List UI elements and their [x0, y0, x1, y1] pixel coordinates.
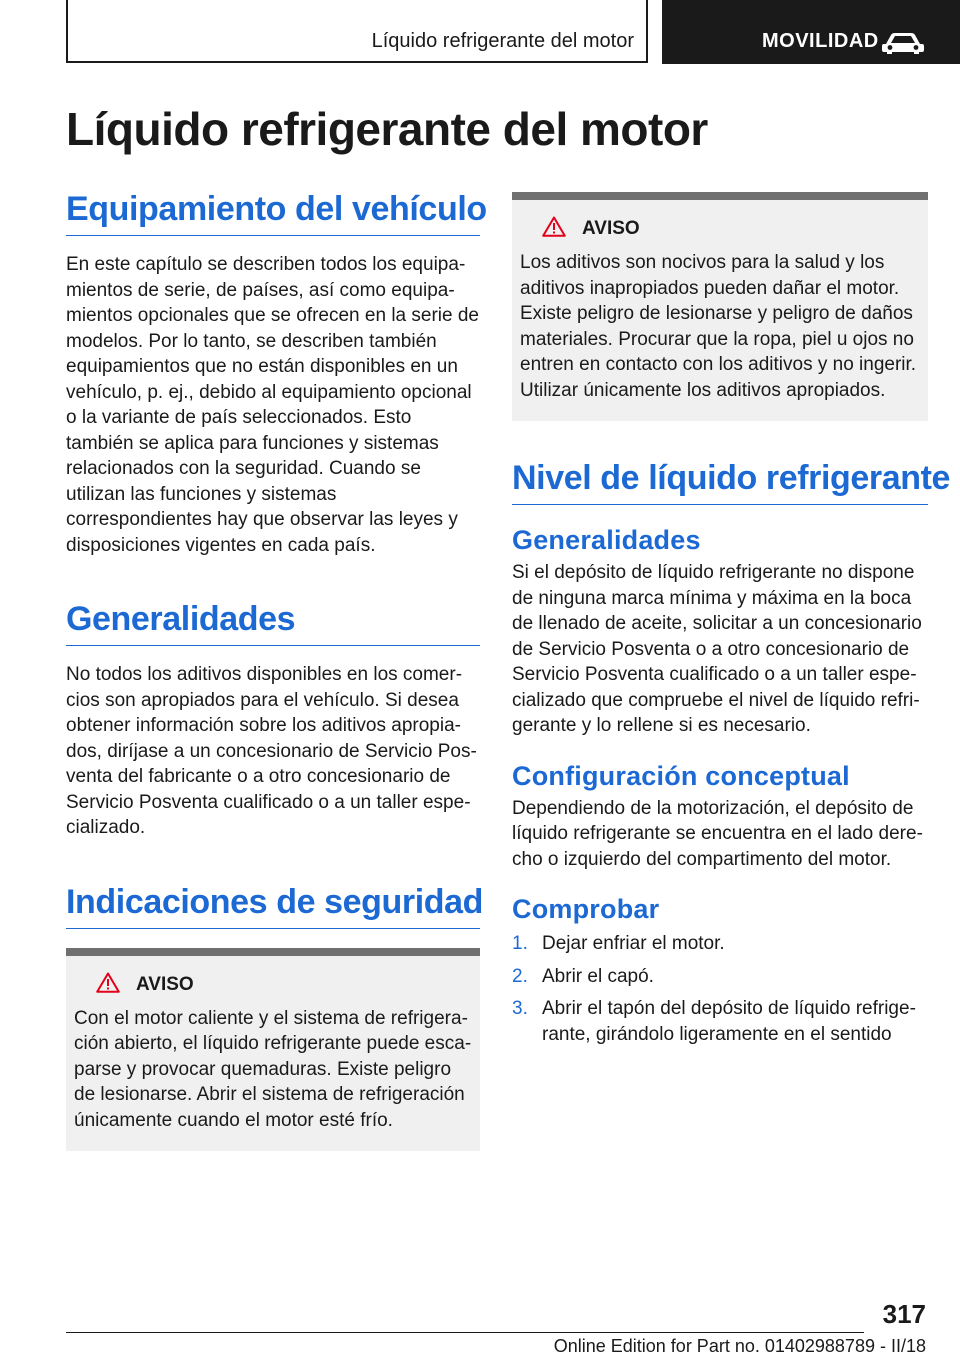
left-column	[66, 190, 487, 1151]
coolant-level-heading: Nivel de líquido refrigerante	[512, 459, 928, 505]
footer-edition: Online Edition for Part no. 01402988789 - II/18	[553, 1336, 926, 1356]
check-heading: Comprobar	[512, 894, 660, 924]
general-text: No todos los aditivos disponibles en los comercios son apropiados para el vehículo. Si desea obtener información sobre los aditivos apropiados, diríjase a un concesionario de Servicio Posventa del fabricante o a otro concesionario de Servicio Posventa cualificado o a un taller especializado.	[66, 664, 477, 838]
additives-warning-box	[512, 192, 928, 421]
warning-triangle-icon	[96, 972, 120, 998]
additives-warning-title: AVISO	[582, 218, 640, 239]
concept-heading: Configuración conceptual	[512, 760, 850, 791]
chapter-tab-label: MOVILIDAD	[762, 30, 879, 52]
step-text: Abrir el capó.	[542, 965, 654, 987]
step-text: Abrir el tapón del depósito de líquido refrigerante, girándolo ligeramente en el sentido	[542, 998, 916, 1045]
right-column	[512, 192, 951, 1054]
running-header	[66, 0, 648, 63]
list-item	[512, 931, 928, 957]
footer-divider	[66, 1332, 864, 1333]
equipment-text: En este capítulo se describen todos los equipamientos de serie, de países, así como equipamientos opcionales que se ofrecen en la serie de modelos. Por lo tanto, se describen también equipamientos que no están disponibles en un vehículo, p. ej., debido al equipamiento opcional o la variante de país seleccionados. Esto también se aplica para funciones y sistemas relacionados con la seguridad. Cuando se utilizan las funciones y sistemas correspondientes hay que observar las leyes y disposiciones vigentes en cada país.	[66, 254, 479, 556]
concept-text: Dependiendo de la motorización, el depósito de líquido refrigerante se encuentra en el lado derecho o izquierdo del compartimento del motor.	[512, 797, 923, 870]
level-general-text: Si el depósito de líquido refrigerante no dispone de ninguna marca mínima y máxima en la boca de llenado de aceite, solicitar a un concesionario de Servicio Posventa o a otro concesionario de Servicio Posventa cualificado o a un taller especializado que compruebe el nivel de líquido refrigerante y lo rellene si es necesario.	[512, 562, 922, 736]
step-number: 2.	[512, 965, 528, 987]
page-title: Líquido refrigerante del motor	[66, 103, 708, 155]
safety-warning-box	[66, 948, 480, 1152]
running-header-title: Líquido refrigerante del motor	[371, 30, 634, 52]
step-number: 1.	[512, 933, 528, 954]
list-item	[512, 964, 928, 990]
page-number: 317	[882, 1299, 926, 1329]
additives-warning-text: Los aditivos son nocivos para la salud y los aditivos inapropiados pueden dañar el motor. Existe peligro de lesionarse y peligro de daños materiales. Procurar que la ropa, piel u ojos no entren en contacto con los aditivos y no ingerir. Utilizar únicamente los aditivos apropiados.	[520, 252, 917, 401]
list-item	[512, 996, 928, 1047]
level-general-heading: Generalidades	[512, 525, 701, 555]
car-icon	[880, 30, 926, 59]
warning-triangle-icon	[542, 216, 566, 242]
safety-warning-title: AVISO	[136, 973, 194, 995]
equipment-heading: Equipamiento del vehículo	[66, 190, 480, 236]
safety-heading: Indicaciones de seguridad	[66, 883, 480, 929]
safety-warning-text: Con el motor caliente y el sistema de refrigeración abierto, el líquido refrigerante puede escaparse y provocar quemaduras. Existe peligro de lesionarse. Abrir el sistema de refrigeración únicamente cuando el motor esté frío.	[74, 1007, 472, 1131]
general-heading: Generalidades	[66, 600, 480, 646]
step-text: Dejar enfriar el motor.	[542, 933, 725, 954]
check-steps-list	[512, 931, 928, 1047]
step-number: 3.	[512, 998, 528, 1019]
